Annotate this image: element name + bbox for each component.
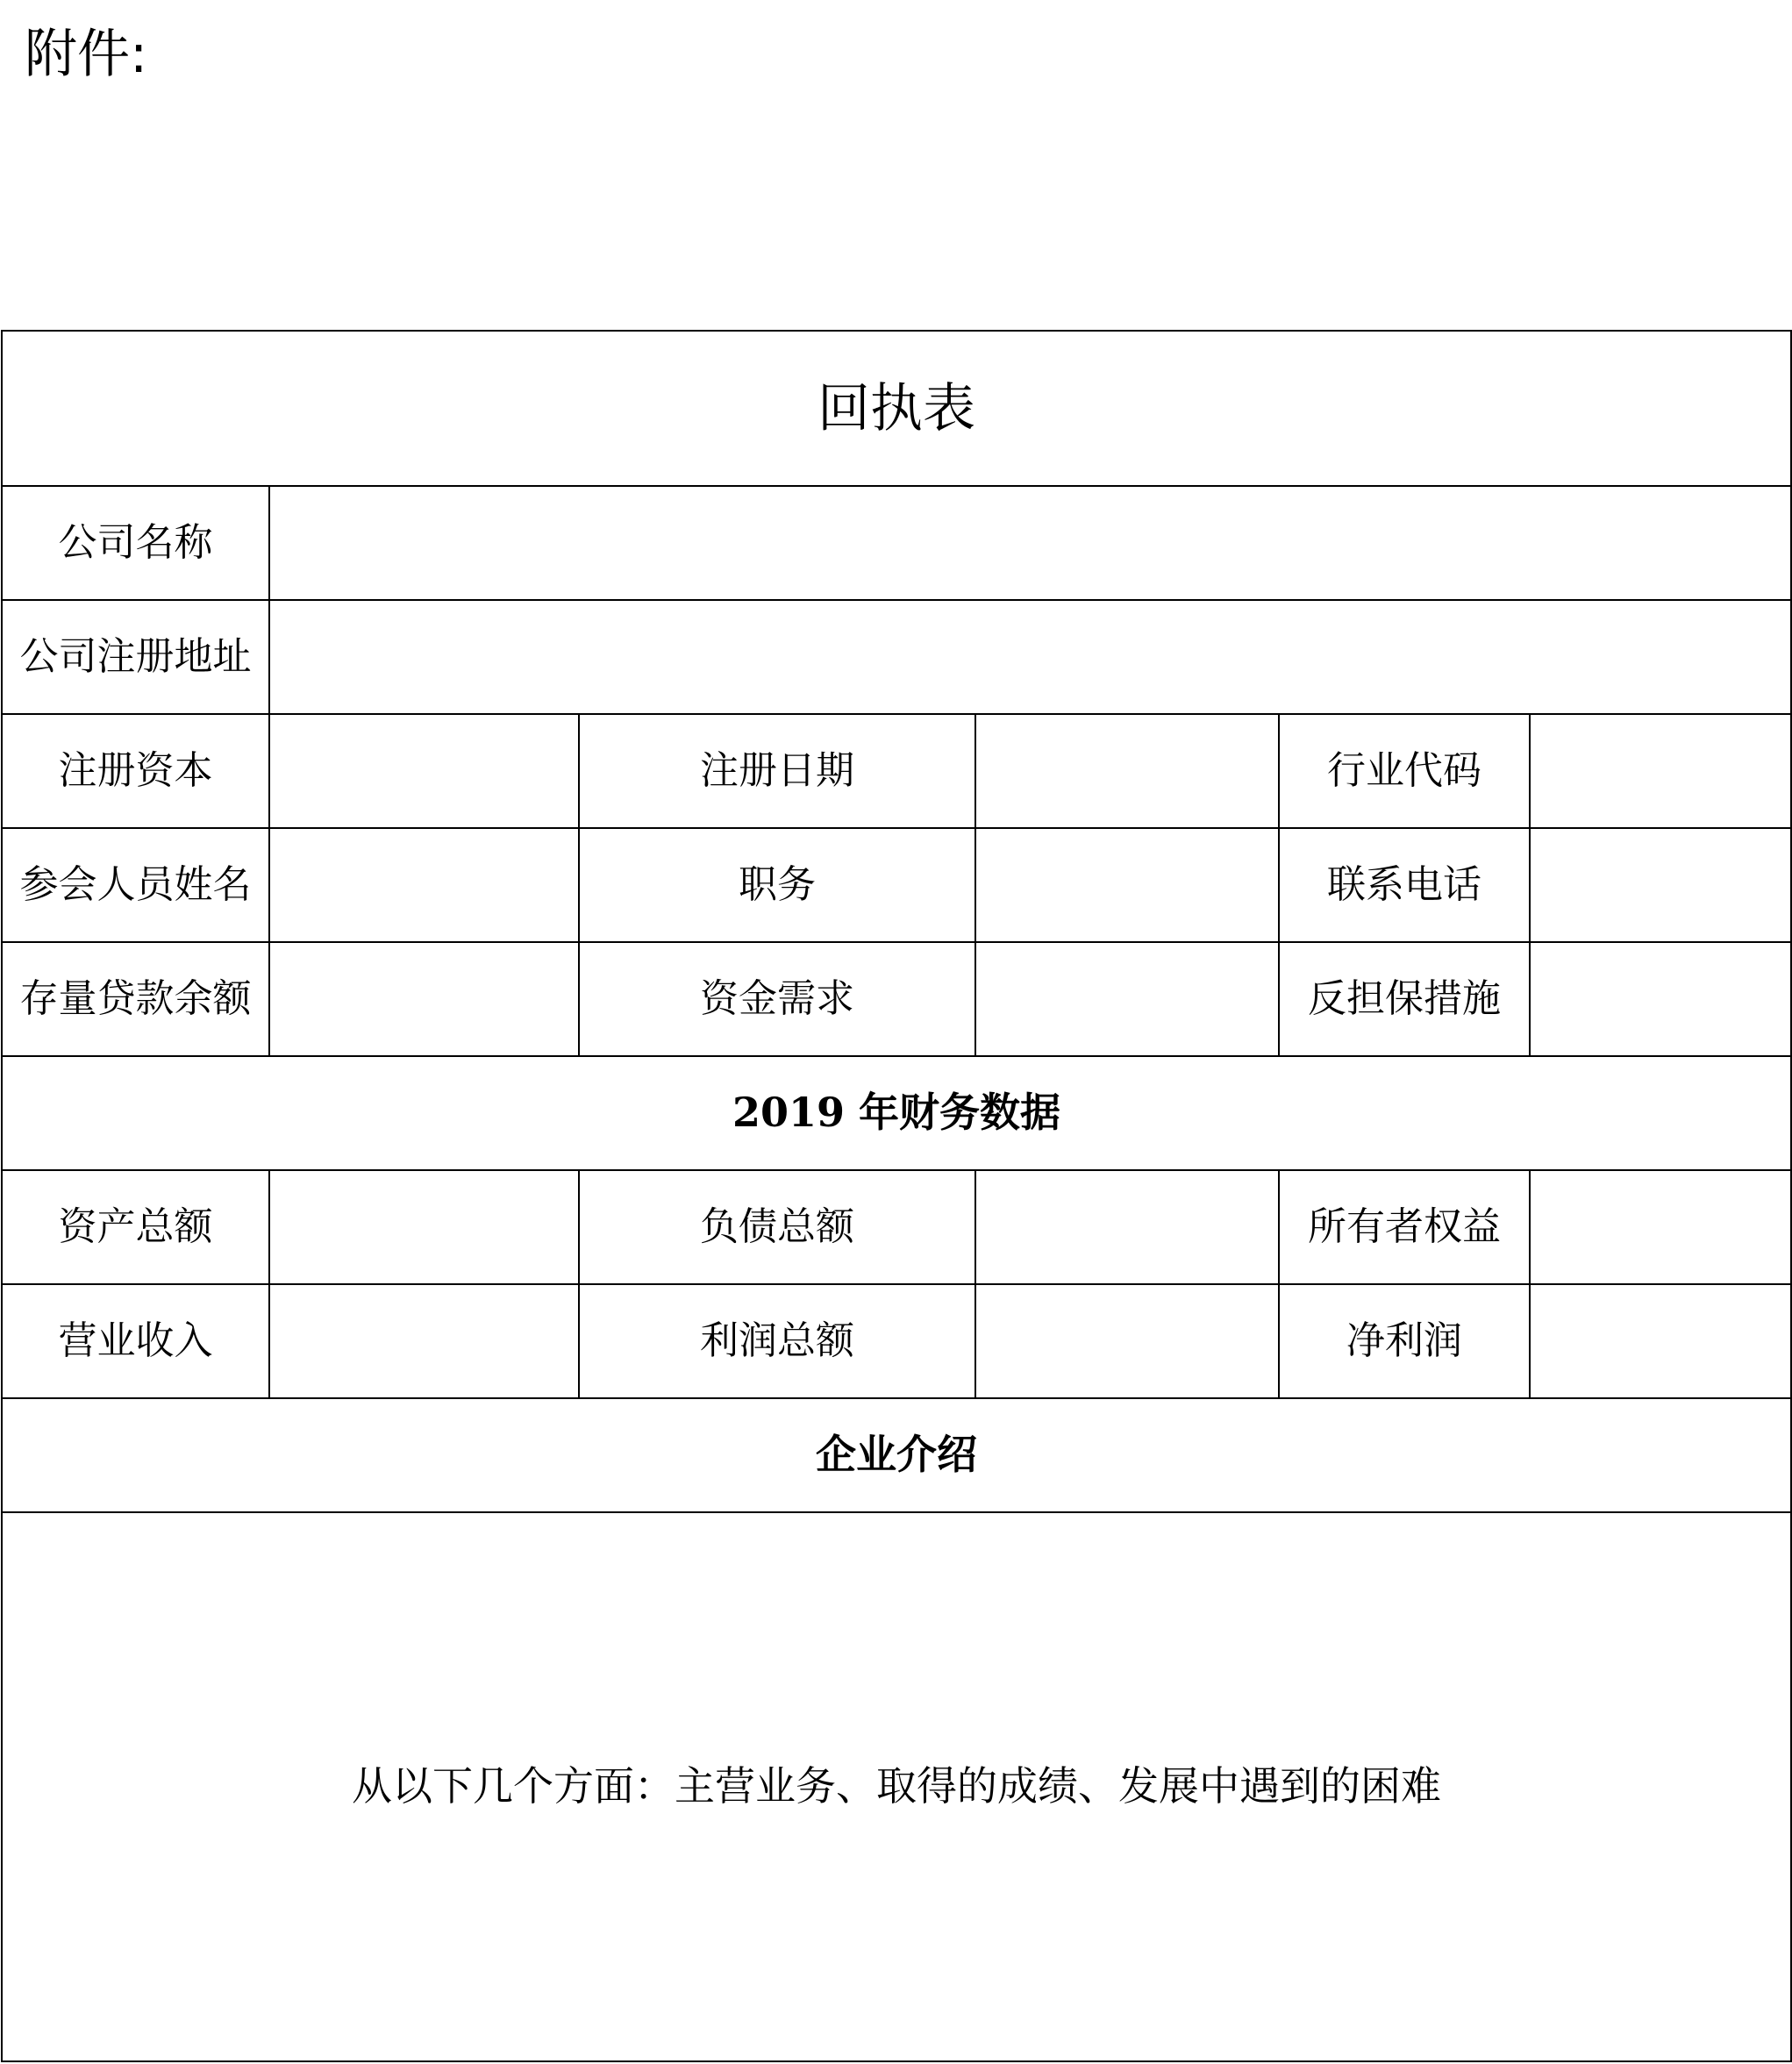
intro-body-field[interactable]: 从以下几个方面：主营业务、取得的成绩、发展中遇到的困难	[2, 1512, 1791, 2061]
total-assets-field[interactable]	[269, 1170, 579, 1284]
position-label: 职务	[579, 828, 975, 942]
net-profit-field[interactable]	[1530, 1284, 1791, 1398]
industry-code-label: 行业代码	[1279, 714, 1530, 828]
registration-date-label: 注册日期	[579, 714, 975, 828]
total-liabilities-label: 负债总额	[579, 1170, 975, 1284]
loan-balance-label: 存量贷款余额	[2, 942, 269, 1056]
financial-section-title: 2019 年财务数据	[2, 1056, 1791, 1170]
loan-balance-field[interactable]	[269, 942, 579, 1056]
industry-code-field[interactable]	[1530, 714, 1791, 828]
owners-equity-label: 所有者权益	[1279, 1170, 1530, 1284]
attendee-name-field[interactable]	[269, 828, 579, 942]
attachment-label: 附件:	[25, 24, 148, 85]
attendee-name-label: 参会人员姓名	[2, 828, 269, 942]
funding-need-field[interactable]	[975, 942, 1279, 1056]
operating-revenue-label: 营业收入	[2, 1284, 269, 1398]
funding-need-label: 资金需求	[579, 942, 975, 1056]
table-row	[2, 942, 1791, 1056]
registered-address-field[interactable]	[269, 600, 1791, 714]
net-profit-label: 净利润	[1279, 1284, 1530, 1398]
intro-section-row	[2, 1398, 1791, 1512]
owners-equity-field[interactable]	[1530, 1170, 1791, 1284]
registered-address-row	[2, 600, 1791, 714]
phone-field[interactable]	[1530, 828, 1791, 942]
registered-capital-field[interactable]	[269, 714, 579, 828]
intro-section-title: 企业介绍	[2, 1398, 1791, 1512]
registered-capital-label: 注册资本	[2, 714, 269, 828]
total-liabilities-field[interactable]	[975, 1170, 1279, 1284]
table-row	[2, 828, 1791, 942]
total-assets-label: 资产总额	[2, 1170, 269, 1284]
receipt-form-table	[1, 330, 1792, 2062]
operating-revenue-field[interactable]	[269, 1284, 579, 1398]
intro-body-row	[2, 1512, 1791, 2061]
company-name-label: 公司名称	[2, 486, 269, 600]
form-title-row	[2, 331, 1791, 486]
form-title: 回执表	[2, 331, 1791, 486]
counter-guarantee-field[interactable]	[1530, 942, 1791, 1056]
company-name-field[interactable]	[269, 486, 1791, 600]
company-name-row	[2, 486, 1791, 600]
total-profit-label: 利润总额	[579, 1284, 975, 1398]
counter-guarantee-label: 反担保措施	[1279, 942, 1530, 1056]
table-row	[2, 1284, 1791, 1398]
table-row	[2, 714, 1791, 828]
total-profit-field[interactable]	[975, 1284, 1279, 1398]
table-row	[2, 1170, 1791, 1284]
financial-section-row	[2, 1056, 1791, 1170]
position-field[interactable]	[975, 828, 1279, 942]
phone-label: 联系电话	[1279, 828, 1530, 942]
registered-address-label: 公司注册地址	[2, 600, 269, 714]
registration-date-field[interactable]	[975, 714, 1279, 828]
